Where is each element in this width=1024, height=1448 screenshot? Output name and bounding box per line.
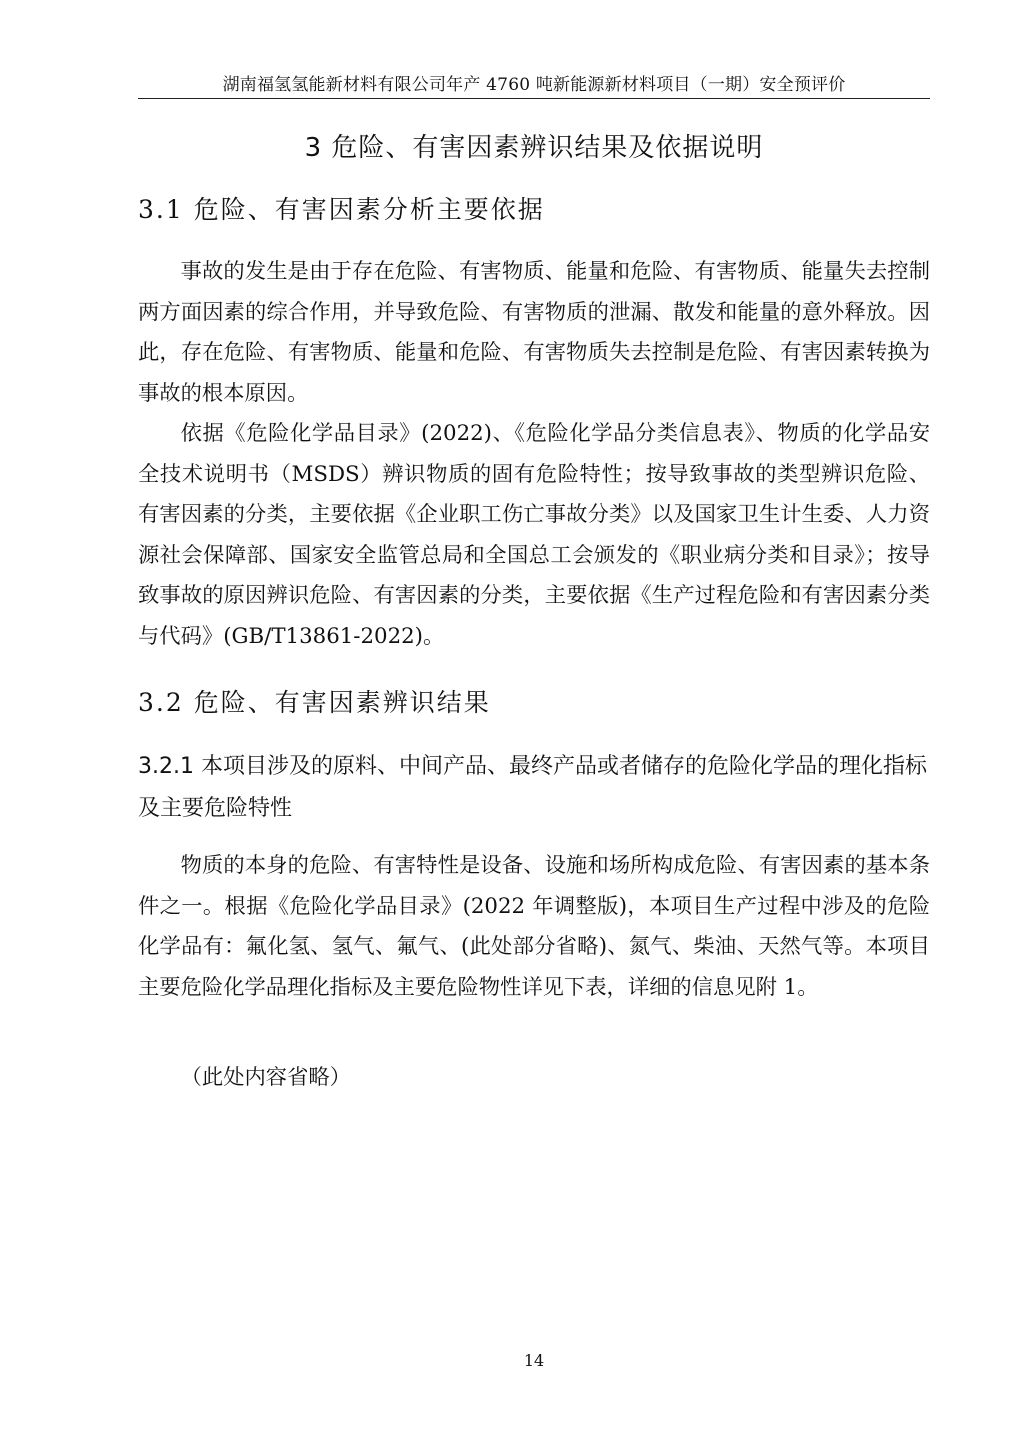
header-divider [138,98,930,99]
section-3-2-1-heading: 3.2.1 本项目涉及的原料、中间产品、最终产品或者储存的危险化学品的理化指标及主要危险特性 [138,754,927,821]
section-3-1-heading: 3.1 危险、有害因素分析主要依据 [138,195,545,224]
section-3-1-paragraph-1: 事故的发生是由于存在危险、有害物质、能量和危险、有害物质、能量失去控制两方面因素的综合作用，并导致危险、有害物质的泄漏、散发和能量的意外释放。因此，存在危险、有害物质、能量和危险、有害物质失去控制是危险、有害因素转换为事故的根本原因。 [138,259,930,406]
running-header: 湖南福氢氢能新材料有限公司年产 4760 吨新能源新材料项目（一期）安全预评价 [222,75,846,95]
section-3-2-heading: 3.2 危险、有害因素辨识结果 [138,688,491,717]
omission-note: （此处内容省略） [180,1065,351,1090]
section-3-1-paragraph-2: 依据《危险化学品目录》(2022)、《危险化学品分类信息表》、物质的化学品安全技术说明书（MSDS）辨识物质的固有危险特性；按导致事故的类型辨识危险、有害因素的分类，主要依据《企业职工伤亡事故分类》以及国家卫生计生委、人力资源社会保障部、国家安全监管总局和全国总工会颁发的《职业病分类和目录》；按导致事故的原因辨识危险、有害因素的分类，主要依据《生产过程危险和有害因素分类与代码》(GB/T13861-2022)。 [138,421,930,649]
section-3-2-1-paragraph: 物质的本身的危险、有害特性是设备、设施和场所构成危险、有害因素的基本条件之一。根据《危险化学品目录》(2022 年调整版)，本项目生产过程中涉及的危险化学品有：氟化氢、氢气、氟气、(此处部分省略)、氮气、柴油、天然气等。本项目主要危险化学品理化指标及主要危险物性详见下表，详细的信息见附 1。 [138,853,930,1000]
chapter-title: 3 危险、有害因素辨识结果及依据说明 [304,133,764,163]
page-number: 14 [523,1351,545,1370]
